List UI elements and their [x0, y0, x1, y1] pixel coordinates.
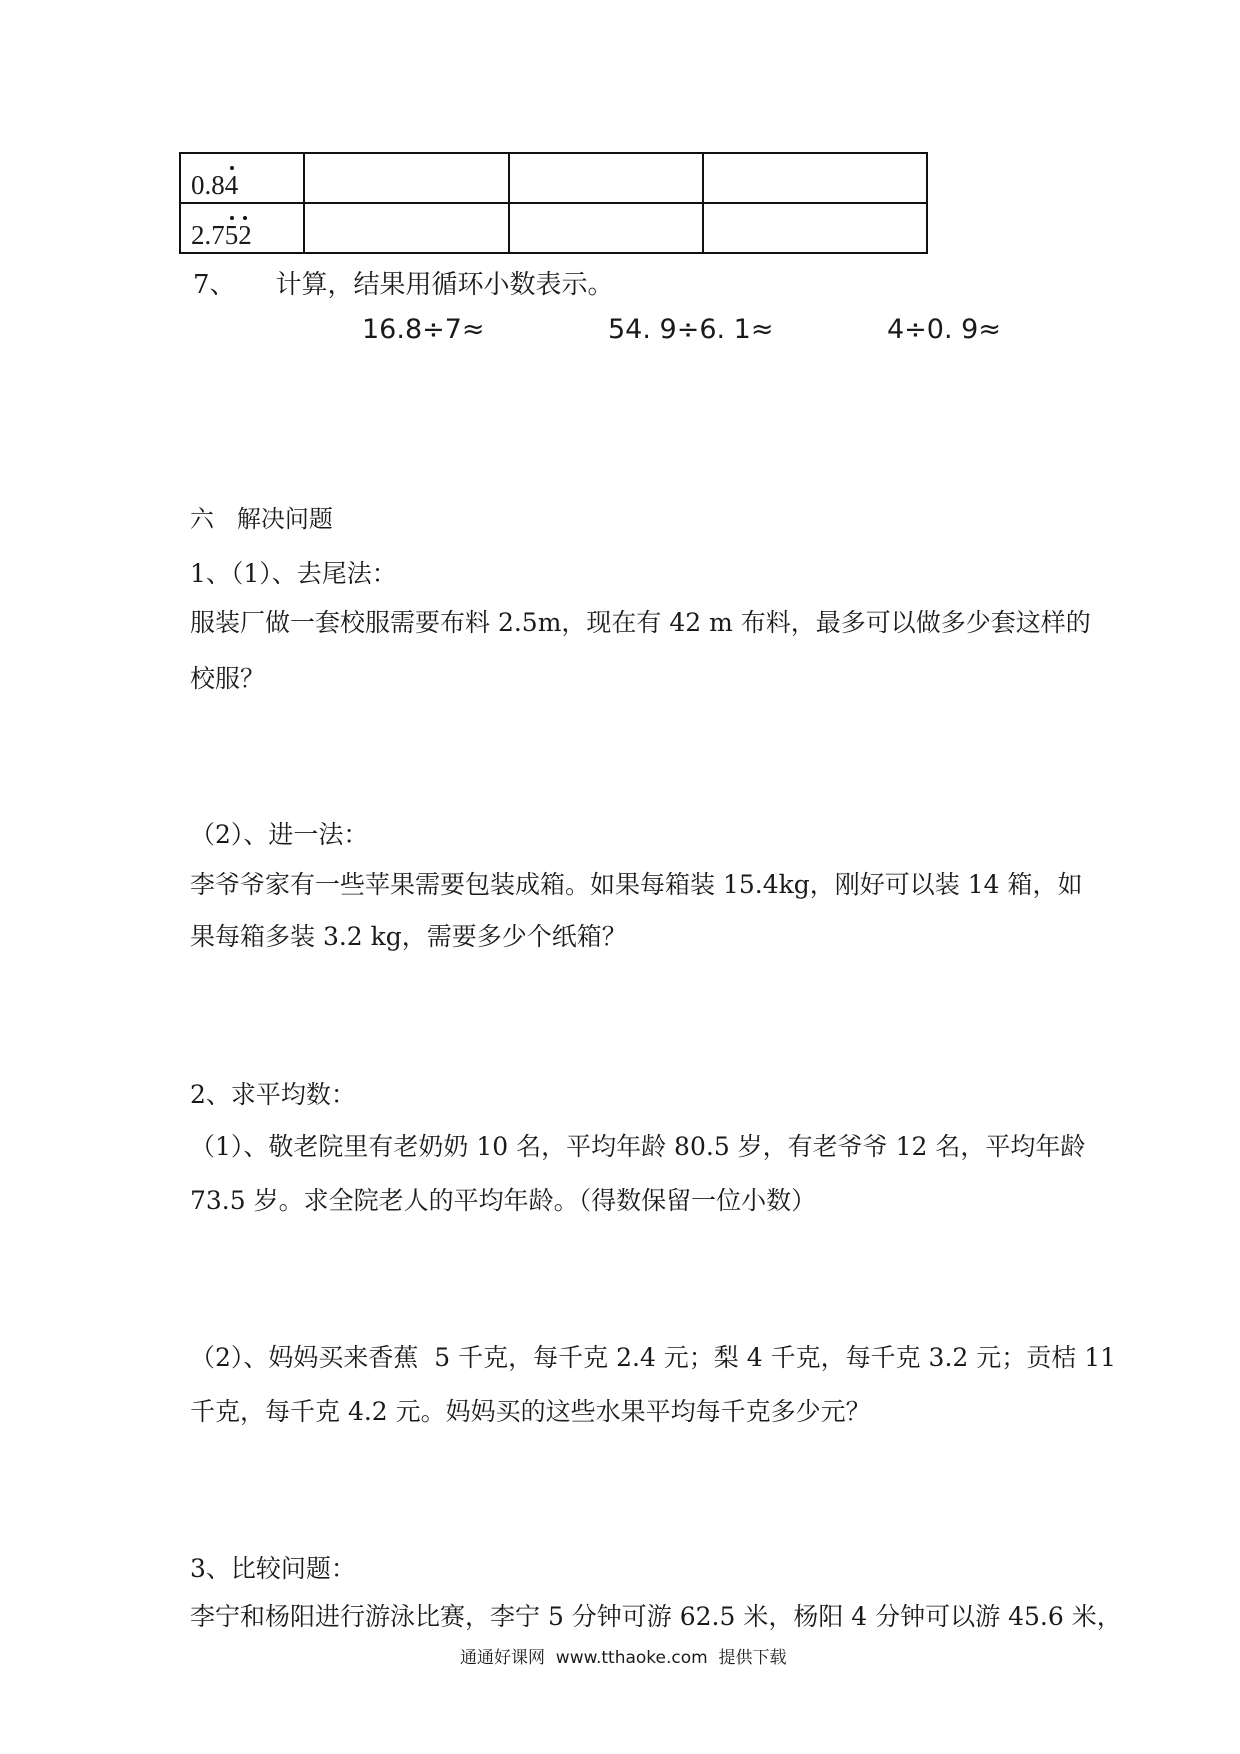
repeating-decimal: 2.752	[191, 220, 252, 250]
table-cell-answer[interactable]	[304, 203, 509, 253]
problem-1b-line: 果每箱多装 3.2 kg，需要多少个纸箱？	[190, 922, 627, 951]
table-cell-answer[interactable]	[703, 203, 927, 253]
table-cell-answer[interactable]	[304, 153, 509, 203]
footer-credit: 通通好课网 www.tthaoke.com 提供下载	[460, 1648, 787, 1668]
question-7	[193, 270, 614, 300]
expression-3: 4÷0. 9≈	[887, 314, 1001, 345]
table-row	[180, 203, 927, 253]
question-number: 7、	[193, 270, 236, 300]
table-cell-answer[interactable]	[509, 153, 703, 203]
problem-1-line: 服装厂做一套校服需要布料 2.5m，现在有 42 m 布料，最多可以做多少套这样的	[190, 608, 1091, 637]
problem-1-line: 校服？	[190, 664, 266, 693]
question-text: 计算，结果用循环小数表示。	[275, 270, 614, 300]
problem-2a-line: 73.5 岁。求全院老人的平均年龄。（得数保留一位小数）	[190, 1186, 817, 1215]
decimal-table	[179, 152, 928, 254]
expression-1: 16.8÷7≈	[362, 314, 485, 345]
expression-2: 54. 9÷6. 1≈	[608, 314, 774, 345]
table-cell-number	[180, 153, 304, 203]
problem-2a-line: （1）、敬老院里有老奶奶 10 名，平均年龄 80.5 岁，有老爷爷 12 名，平均年龄	[190, 1132, 1086, 1161]
repeating-decimal: 0.84	[191, 170, 239, 200]
problem-1-heading: 1、（1）、去尾法：	[190, 559, 397, 588]
problem-2b-line: （2）、妈妈买来香蕉 5 千克，每千克 2.4 元；梨 4 千克，每千克 3.2 元；贡桔 11	[190, 1343, 1117, 1372]
section-title: 六 解决问题	[190, 505, 333, 533]
problem-1b-heading: （2）、进一法：	[190, 820, 369, 849]
table-cell-answer[interactable]	[509, 203, 703, 253]
problem-3-heading: 3、比较问题：	[190, 1554, 356, 1583]
problem-2-heading: 2、求平均数：	[190, 1080, 356, 1109]
problem-3-line: 李宁和杨阳进行游泳比赛，李宁 5 分钟可游 62.5 米，杨阳 4 分钟可以游 45.6 米，	[190, 1602, 1122, 1631]
table-row	[180, 153, 927, 203]
table-cell-number	[180, 203, 304, 253]
table-cell-answer[interactable]	[703, 153, 927, 203]
problem-2b-line: 千克，每千克 4.2 元。妈妈买的这些水果平均每千克多少元？	[190, 1397, 871, 1426]
problem-1b-line: 李爷爷家有一些苹果需要包装成箱。如果每箱装 15.4kg，刚好可以装 14 箱，如	[190, 870, 1083, 899]
